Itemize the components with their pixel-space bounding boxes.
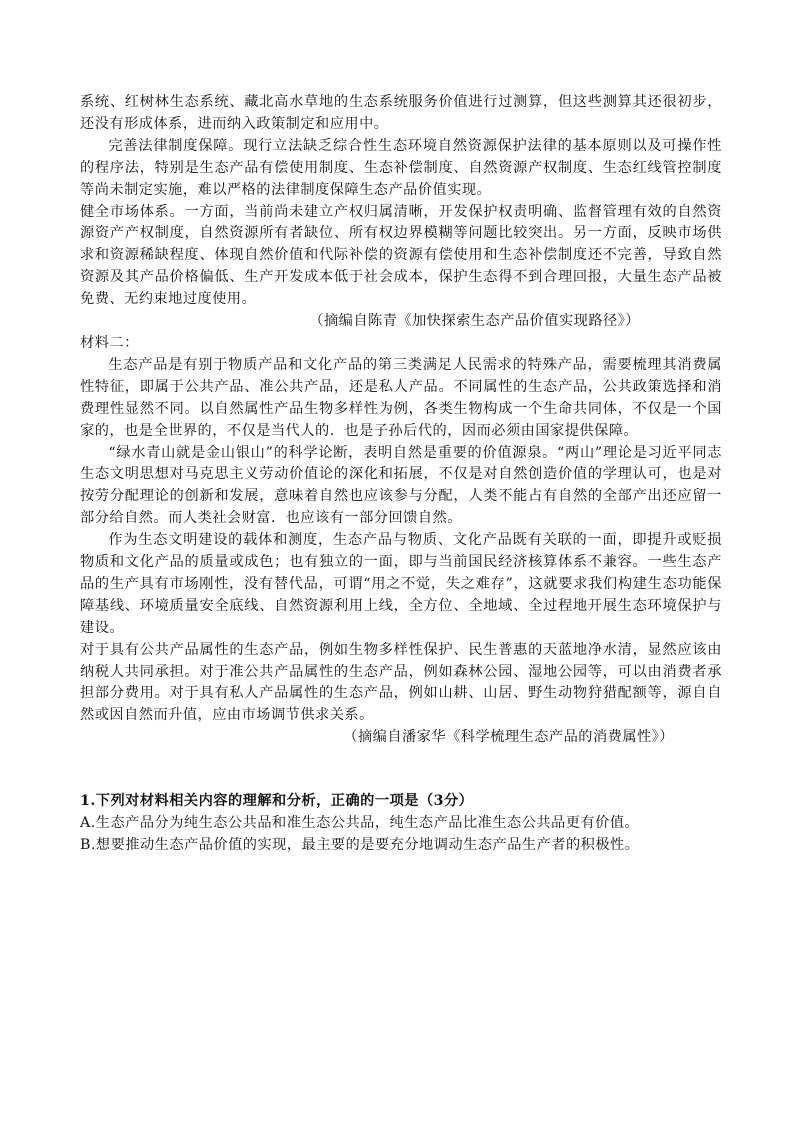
- material2-paragraph-4: 对于具有公共产品属性的生态产品，例如生物多样性保护、民生普惠的天蓝地净水清，显然应该由纳税人共同承担。对于准公共产品属性的生态产品，例如森林公园、湿地公园等，可以由消费者承担部分费用。对于具有私人产品属性的生态产品，例如山耕、山居、野生动物狩猎配额等，源自自然或因自然而升值，应由市场调节供求关系。: [80, 641, 722, 724]
- material2-label: 材料二：: [80, 334, 139, 351]
- material1-paragraph-legal: 完善法律制度保障。现行立法缺乏综合性生态环境自然资源保护法律的基本原则以及可操作性的程序法，特别是生态产品有偿使用制度、生态补偿制度、自然资源产权制度、生态红线管控制度等尚未制定实施，难以严格的法律制度保障生态产品价值实现。: [80, 137, 722, 198]
- question-1-option-b: B.想要推动生态产品价值的实现，最主要的是要充分地调动生态产品生产者的积极性。: [80, 837, 640, 853]
- question-1-title: 1.下列对材料相关内容的理解和分析，正确的一项是（3分）: [80, 793, 474, 810]
- material2-paragraph-3: 作为生态文明建设的载体和测度，生态产品与物质、文化产品既有关联的一面，即提升或贬损物质和文化产品的质量或成色；也有独立的一面，即与当前国民经济核算体系不兼容。一些生态产品的生产具有市场刚性，没有替代品，可谓“用之不觉，失之难存”，这就要求我们构建生态功能保障基线、环境质量安全底线、自然资源利用上线，全方位、全地域、全过程地开展生态环境保护与建设。: [80, 532, 722, 636]
- material1-source: （摘编自陈青《加快探索生态产品价值实现路径》）: [309, 313, 640, 330]
- question-1-option-a: A.生态产品分为纯生态公共品和准生态公共品，纯生态产品比准生态公共品更有价值。: [80, 815, 640, 832]
- material1-paragraph-market: 健全市场体系。一方面，当前尚未建立产权归属清晰，开发保护权责明确、监督管理有效的自然资源资产产权制度，自然资源所有者缺位、所有权边界模糊等问题比较突出。另一方面，反映市场供求和资源稀缺程度、体现自然价值和代际补偿的资源有偿使用和生态补偿制度还不完善，导致自然资源及其产品价格偏低、生产开发成本低于社会成本，保护生态得不到合理回报，大量生态产品被免费、无约束地过度使用。: [80, 203, 722, 308]
- material2-paragraph-1: 生态产品是有别于物质产品和文化产品的第三类满足人民需求的特殊产品，需要梳理其消费属性特征，即属于公共产品、准公共产品，还是私人产品。不同属性的生态产品，公共政策选择和消费理性显然不同。以自然属性产品生物多样性为例，各类生物构成一个生命共同体，不仅是一个国家的，也是全世界的，不仅是当代人的．也是子孙后代的，因而必须由国家提供保障。: [80, 356, 722, 439]
- section-gap: [80, 749, 722, 791]
- material2-source: （摘编自潘家华《科学梳理生态产品的消费属性》）: [343, 729, 674, 746]
- document-page: [80, 92, 722, 857]
- material2-paragraph-2: “绿水青山就是金山银山”的科学论断，表明自然是重要的价值源泉。“两山”理论是习近平同志生态文明思想对马克思主义劳动价值论的深化和拓展，不仅是对自然创造价值的学理认可，也是对按劳分配理论的创新和发展，意味着自然也应该参与分配，人类不能占有自然的全部产出还应留一部分给自然。而人类社会财富．也应该有一部分回馈自然。: [80, 444, 722, 527]
- material1-paragraph-0: 系统、红树林生态系统、藏北高水草地的生态系统服务价值进行过测算，但这些测算其还很初步，还没有形成体系，进而纳入政策制定和应用中。: [80, 94, 722, 132]
